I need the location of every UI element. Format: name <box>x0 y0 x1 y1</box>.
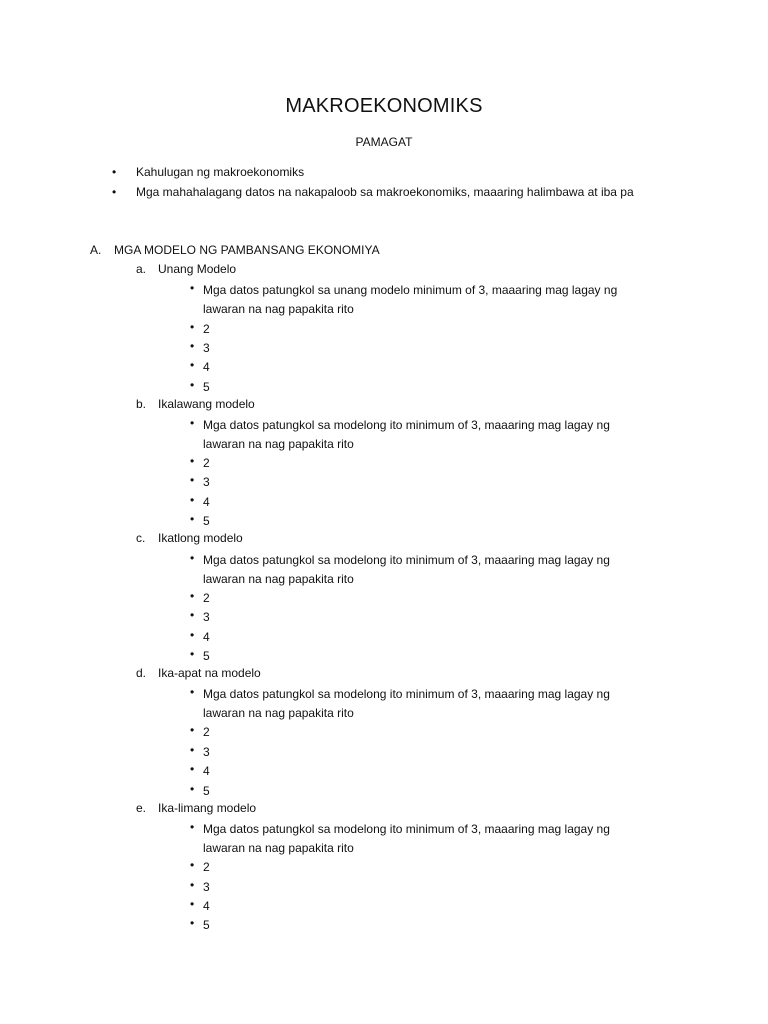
bullet-icon: • <box>112 185 117 199</box>
bullet-icon: • <box>190 281 195 295</box>
bullet-icon: • <box>190 897 195 911</box>
model-point-text: 2 <box>203 725 210 739</box>
bullet-icon: • <box>190 589 195 603</box>
bullet-icon: • <box>190 378 195 392</box>
bullet-icon: • <box>190 762 195 776</box>
bullet-icon: • <box>190 454 195 468</box>
model-label: Ika-limang modelo <box>158 801 257 815</box>
model-point-text: Mga datos patungkol sa unang modelo minimum of 3, maaaring mag lagay ng lawaran na nag papakita rito <box>203 283 618 316</box>
model-point-text: 5 <box>203 918 210 932</box>
model-label: Ikalawang modelo <box>158 397 255 411</box>
bullet-icon: • <box>190 743 195 757</box>
bullet-icon: • <box>190 782 195 796</box>
bullet-icon: • <box>190 647 195 661</box>
bullet-icon: • <box>190 416 195 430</box>
bullet-icon: • <box>190 608 195 622</box>
model-point-text: 4 <box>203 495 210 509</box>
model-point-text: Mga datos patungkol sa modelong ito minimum of 3, maaaring mag lagay ng lawaran na nag papakita rito <box>203 418 610 451</box>
model-label: Ika-apat na modelo <box>158 666 261 680</box>
intro-bullet-item <box>0 185 768 203</box>
model-point-text: 2 <box>203 591 210 605</box>
model-letter: e. <box>136 801 147 815</box>
bullet-icon: • <box>190 723 195 737</box>
bullet-icon: • <box>190 858 195 872</box>
bullet-icon: • <box>190 339 195 353</box>
bullet-icon: • <box>112 165 117 179</box>
model-point-text: 2 <box>203 860 210 874</box>
model-point-text: 2 <box>203 322 210 336</box>
bullet-icon: • <box>190 320 195 334</box>
intro-bullet-text: Kahulugan ng makroekonomiks <box>136 165 305 179</box>
section-title: MGA MODELO NG PAMBANSANG EKONOMIYA <box>114 243 380 257</box>
model-point-text: 5 <box>203 514 210 528</box>
model-letter: b. <box>136 397 147 411</box>
model-letter: c. <box>136 531 146 545</box>
model-point-text: 3 <box>203 880 210 894</box>
model-point-text: Mga datos patungkol sa modelong ito minimum of 3, maaaring mag lagay ng lawaran na nag papakita rito <box>203 822 610 855</box>
model-letter: d. <box>136 666 147 680</box>
model-point-text: 3 <box>203 341 210 355</box>
bullet-icon: • <box>190 551 195 565</box>
bullet-icon: • <box>190 916 195 930</box>
bullet-icon: • <box>190 820 195 834</box>
document-subtitle: PAMAGAT <box>355 135 413 149</box>
model-point-text: 5 <box>203 380 210 394</box>
model-point-text: 5 <box>203 649 210 663</box>
document-title: MAKROEKONOMIKS <box>285 95 483 117</box>
model-point-text: 4 <box>203 360 210 374</box>
model-label: Unang Modelo <box>158 262 237 276</box>
bullet-icon: • <box>190 493 195 507</box>
model-point-text: 3 <box>203 610 210 624</box>
bullet-icon: • <box>190 358 195 372</box>
bullet-icon: • <box>190 685 195 699</box>
model-point-text: Mga datos patungkol sa modelong ito minimum of 3, maaaring mag lagay ng lawaran na nag papakita rito <box>203 553 610 586</box>
model-point-text: Mga datos patungkol sa modelong ito minimum of 3, maaaring mag lagay ng lawaran na nag papakita rito <box>203 687 610 720</box>
bullet-icon: • <box>190 512 195 526</box>
bullet-icon: • <box>190 878 195 892</box>
model-point-text: 3 <box>203 475 210 489</box>
bullet-icon: • <box>190 473 195 487</box>
model-point-text: 4 <box>203 764 210 778</box>
intro-bullet-item <box>0 165 768 183</box>
model-point-text: 2 <box>203 456 210 470</box>
model-point-text: 4 <box>203 899 210 913</box>
intro-bullet-text: Mga mahahalagang datos na nakapaloob sa makroekonomiks, maaaring halimbawa at iba pa <box>136 185 634 199</box>
model-point-text: 5 <box>203 784 210 798</box>
model-point-text: 3 <box>203 745 210 759</box>
section-letter: A. <box>90 243 102 257</box>
bullet-icon: • <box>190 628 195 642</box>
model-letter: a. <box>136 262 147 276</box>
model-point-text: 4 <box>203 630 210 644</box>
model-label: Ikatlong modelo <box>158 531 243 545</box>
